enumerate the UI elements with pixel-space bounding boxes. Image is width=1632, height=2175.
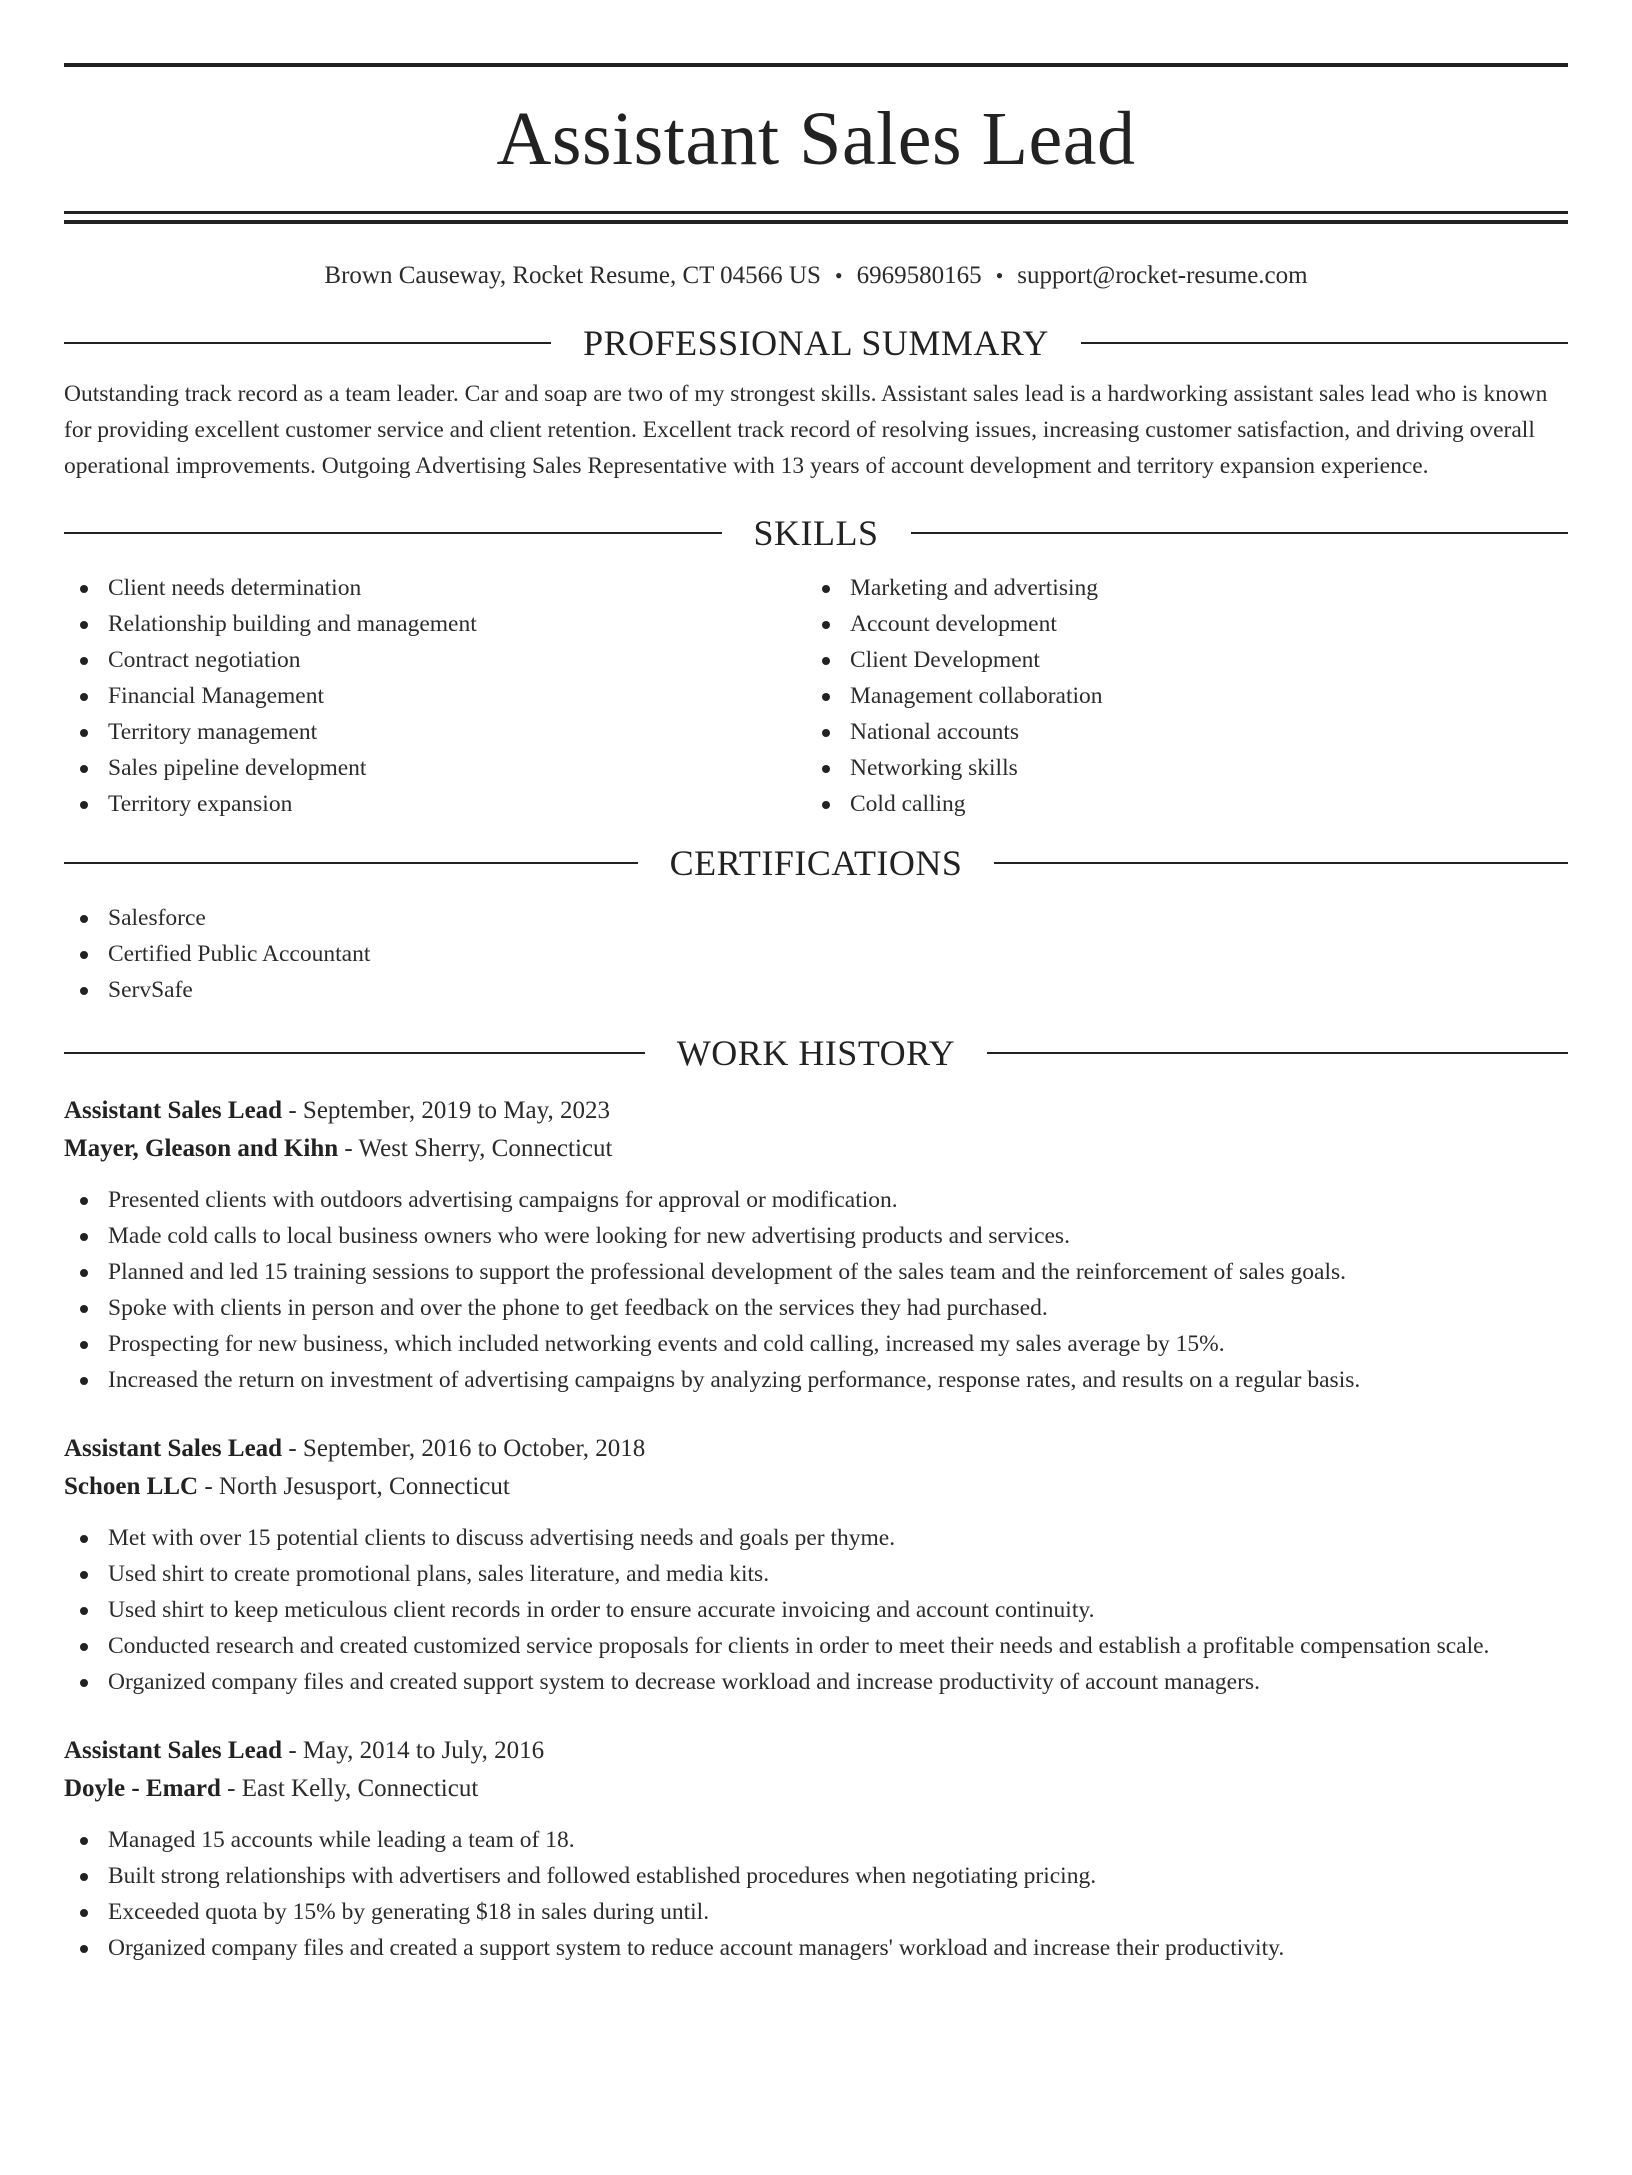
header-double-rule xyxy=(64,211,1568,224)
contact-email: support@rocket-resume.com xyxy=(1017,262,1308,289)
resume-name: Assistant Sales Lead xyxy=(496,97,1136,181)
job-bullets xyxy=(64,1822,1568,1966)
job-dates: - May, 2014 to July, 2016 xyxy=(282,1737,545,1764)
skill-item: National accounts xyxy=(806,714,1548,750)
skill-item: Territory expansion xyxy=(64,786,806,822)
work-history-heading: WORK HISTORY xyxy=(676,1033,956,1073)
job-bullet: Used shirt to create promotional plans, sales literature, and media kits. xyxy=(64,1556,1568,1592)
divider-line xyxy=(911,532,1569,534)
job-title: Assistant Sales Lead xyxy=(64,1737,283,1764)
divider-line xyxy=(994,862,1568,864)
job-bullet: Used shirt to keep meticulous client records in order to ensure accurate invoicing and account continuity. xyxy=(64,1592,1568,1628)
job-bullet: Prospecting for new business, which included networking events and cold calling, increased my sales average by 15%. xyxy=(64,1326,1568,1362)
skill-item: Territory management xyxy=(64,714,806,750)
divider-line xyxy=(64,532,722,534)
job-company: Mayer, Gleason and Kihn xyxy=(64,1135,339,1162)
skill-item: Cold calling xyxy=(806,786,1548,822)
job-bullet: Built strong relationships with advertisers and followed established procedures when negotiating pricing. xyxy=(64,1858,1568,1894)
divider-line xyxy=(987,1052,1568,1054)
job-title-line xyxy=(64,1732,1568,1770)
skill-item: Account development xyxy=(806,606,1548,642)
skill-item: Client Development xyxy=(806,642,1548,678)
contact-phone: 6969580165 xyxy=(856,262,982,289)
contact-separator: • xyxy=(995,263,1004,288)
contact-address: Brown Causeway, Rocket Resume, CT 04566 US xyxy=(324,262,821,289)
job-entry xyxy=(64,1430,1568,1700)
certifications-heading: CERTIFICATIONS xyxy=(669,843,963,883)
divider-line xyxy=(64,1052,645,1054)
job-company-line xyxy=(64,1468,1568,1506)
job-dates: - September, 2019 to May, 2023 xyxy=(282,1097,610,1124)
skill-item: Financial Management xyxy=(64,678,806,714)
work-history-section-header xyxy=(64,1030,1568,1076)
divider-line xyxy=(64,862,638,864)
job-title-line xyxy=(64,1092,1568,1130)
job-bullet: Organized company files and created support system to decrease workload and increase productivity of account managers. xyxy=(64,1664,1568,1700)
job-bullet: Increased the return on investment of advertising campaigns by analyzing performance, response rates, and results on a regular basis. xyxy=(64,1362,1568,1398)
divider-line xyxy=(64,342,551,344)
contact-line xyxy=(64,260,1568,292)
skill-item: Management collaboration xyxy=(806,678,1548,714)
job-dates: - September, 2016 to October, 2018 xyxy=(282,1435,646,1462)
job-company: Doyle - Emard xyxy=(64,1775,221,1802)
job-title-line xyxy=(64,1430,1568,1468)
job-bullet: Managed 15 accounts while leading a team of 18. xyxy=(64,1822,1568,1858)
resume-page xyxy=(0,63,1632,2175)
job-bullet: Presented clients with outdoors advertising campaigns for approval or modification. xyxy=(64,1182,1568,1218)
skill-item: Sales pipeline development xyxy=(64,750,806,786)
skills-heading: SKILLS xyxy=(753,513,879,553)
skills-section-header xyxy=(64,510,1568,556)
skill-item: Contract negotiation xyxy=(64,642,806,678)
summary-text: Outstanding track record as a team leader. Car and soap are two of my strongest skills. Assistant sales lead is a hardworking assistant sales lead who is known for providing excellent customer service and client retention. Excellent track record of resolving issues, increasing customer satisfaction, and driving overall operational improvements. Outgoing Advertising Sales Representative with 13 years of account development and territory expansion experience. xyxy=(64,381,1548,479)
job-location: - East Kelly, Connecticut xyxy=(220,1775,479,1802)
divider-line xyxy=(1081,342,1568,344)
work-history-list xyxy=(64,1092,1568,1966)
job-title: Assistant Sales Lead xyxy=(64,1435,283,1462)
skills-list-left xyxy=(64,570,806,822)
summary-heading: PROFESSIONAL SUMMARY xyxy=(583,323,1049,363)
skill-item: Relationship building and management xyxy=(64,606,806,642)
job-bullet: Planned and led 15 training sessions to support the professional development of the sales team and the reinforcement of sales goals. xyxy=(64,1254,1568,1290)
job-company-line xyxy=(64,1770,1568,1808)
skill-item: Networking skills xyxy=(806,750,1548,786)
job-bullet: Spoke with clients in person and over the phone to get feedback on the services they had purchased. xyxy=(64,1290,1568,1326)
job-bullet: Exceeded quota by 15% by generating $18 in sales during until. xyxy=(64,1894,1568,1930)
certifications-list xyxy=(64,900,1568,1008)
job-entry xyxy=(64,1732,1568,1966)
job-company-line xyxy=(64,1130,1568,1168)
certification-item: ServSafe xyxy=(64,972,1568,1008)
job-entry xyxy=(64,1092,1568,1398)
certification-item: Certified Public Accountant xyxy=(64,936,1568,972)
certifications-section-header xyxy=(64,840,1568,886)
job-bullet: Met with over 15 potential clients to discuss advertising needs and goals per thyme. xyxy=(64,1520,1568,1556)
skills-list-right xyxy=(806,570,1548,822)
job-bullets xyxy=(64,1182,1568,1398)
job-bullet: Conducted research and created customized service proposals for clients in order to meet their needs and establish a profitable compensation scale. xyxy=(64,1628,1568,1664)
job-bullet: Organized company files and created a support system to reduce account managers' workload and increase their productivity. xyxy=(64,1930,1568,1966)
skill-item: Marketing and advertising xyxy=(806,570,1548,606)
contact-separator: • xyxy=(834,263,843,288)
certification-item: Salesforce xyxy=(64,900,1568,936)
skill-item: Client needs determination xyxy=(64,570,806,606)
summary-section-header xyxy=(64,320,1568,366)
skills-grid xyxy=(64,570,1568,822)
job-bullets xyxy=(64,1520,1568,1700)
job-bullet: Made cold calls to local business owners who were looking for new advertising products and services. xyxy=(64,1218,1568,1254)
job-company: Schoen LLC xyxy=(64,1473,199,1500)
job-title: Assistant Sales Lead xyxy=(64,1097,283,1124)
job-location: - West Sherry, Connecticut xyxy=(338,1135,613,1162)
job-location: - North Jesusport, Connecticut xyxy=(198,1473,510,1500)
